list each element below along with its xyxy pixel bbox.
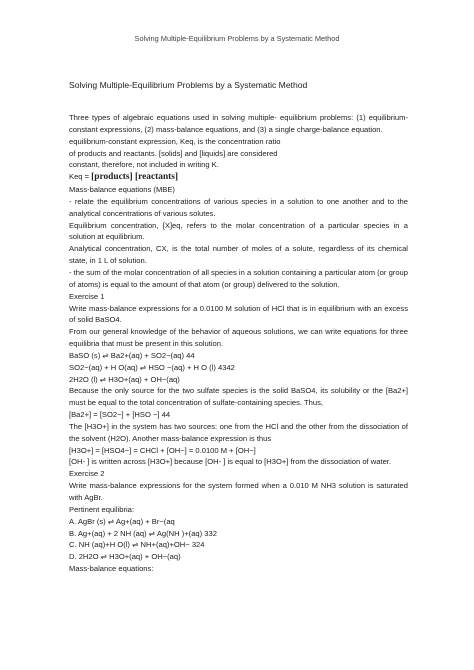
equation-line: [H3O+] = [HSO4−] = CHCl + [OH−] = 0.0100 M + [OH−]	[69, 445, 256, 455]
document-title: Solving Multiple-Equilibrium Problems by a Systematic Method	[69, 80, 308, 90]
running-header: Solving Multiple-Equilibrium Problems by a Systematic Method	[134, 34, 340, 43]
document-body	[69, 112, 408, 575]
keq-formula: [products] [reactants]	[91, 172, 179, 183]
equilibrium-line: A. AgBr (s) ⇌ Ag+(aq) + Br−(aq	[69, 516, 175, 526]
paragraph: [OH- ] is written across [H3O+] because [OH- ] is equal to [H3O+] from the dissociation of water.	[69, 457, 392, 467]
equation-line: BaSO (s) ⇌ Ba2+(aq) + SO2−(aq) 44	[69, 350, 195, 360]
text-line: equilibrium-constant expression, Keq, is the concentration ratio	[69, 136, 281, 146]
equilibrium-line: C. NH (aq)+H O(l) ⇌ NH+(aq)+OH− 324	[69, 540, 205, 550]
paragraph: From our general knowledge of the behavior of aqueous solutions, we can write equations for three equilibria that must be present in this solution.	[69, 327, 408, 349]
paragraph: Analytical concentration, CX, is the total number of moles of a solute, regardless of its chemical state, in 1 L of solution.	[69, 244, 408, 266]
paragraph: Equilibrium concentration, [X]eq, refers to the molar concentration of a particular species in a solution at equilibrium.	[69, 220, 408, 242]
exercise-heading: Exercise 1	[69, 291, 105, 301]
section-heading: Mass-balance equations (MBE)	[69, 185, 175, 195]
paragraph: - relate the equilibrium concentrations of various species in a solution to one another and to the analytical concentrations of various solutes.	[69, 196, 408, 218]
equation-line: [Ba2+] = [SO2−] + [HSO −] 44	[69, 410, 171, 420]
equation-line: SO2−(aq) + H O(aq) ⇌ HSO −(aq) + H O (l) 4342	[69, 362, 235, 372]
text-line: Mass-balance equations:	[69, 564, 154, 574]
keq-line	[69, 171, 408, 184]
keq-label: Keq =	[69, 172, 92, 182]
equilibrium-line: B. Ag+(aq) + 2 NH (aq) ⇌ Ag(NH )+(aq) 332	[69, 528, 217, 538]
paragraph: - the sum of the molar concentration of all species in a solution containing a particular atom (or group of atoms) is equal to the amount of that atom (or group) delivered to the solution.	[69, 267, 408, 289]
equation-line: 2H2O (l) ⇌ H3O+(aq) + OH−(aq)	[69, 374, 180, 384]
paragraph: The [H3O+] in the system has two sources: one from the HCl and the other from the dissociation of the solvent (H2O). Another mass-balance expression is thus	[69, 421, 408, 443]
paragraph: Write mass-balance expressions for a 0.0100 M solution of HCl that is in equilibrium with an excess of solid BaSO4.	[69, 303, 408, 325]
exercise-heading: Exercise 2	[69, 469, 105, 479]
text-line: constant, therefore, not included in writing K.	[69, 160, 219, 170]
equilibrium-line: D. 2H2O ⇌ H3O+(aq) + OH−(aq)	[69, 552, 181, 562]
paragraph: Write mass-balance expressions for the system formed when a 0.010 M NH3 solution is saturated with AgBr.	[69, 481, 408, 502]
text-line: of products and reactants. [solids] and [liquids] are considered	[69, 148, 278, 158]
text-line: Pertinent equilibria:	[69, 504, 135, 514]
paragraph: Because the only source for the two sulfate species is the solid BaSO4, its solubility or the [Ba2+] must be equal to the total concentration of sulfate-containing species. Thus,	[69, 386, 408, 408]
intro-paragraph: Three types of algebraic equations used in solving multiple- equilibrium problems: (1) equilibrium-constant expressions, (2) mass-balance equations, and (3) a single charge-balance equation.	[69, 113, 408, 134]
